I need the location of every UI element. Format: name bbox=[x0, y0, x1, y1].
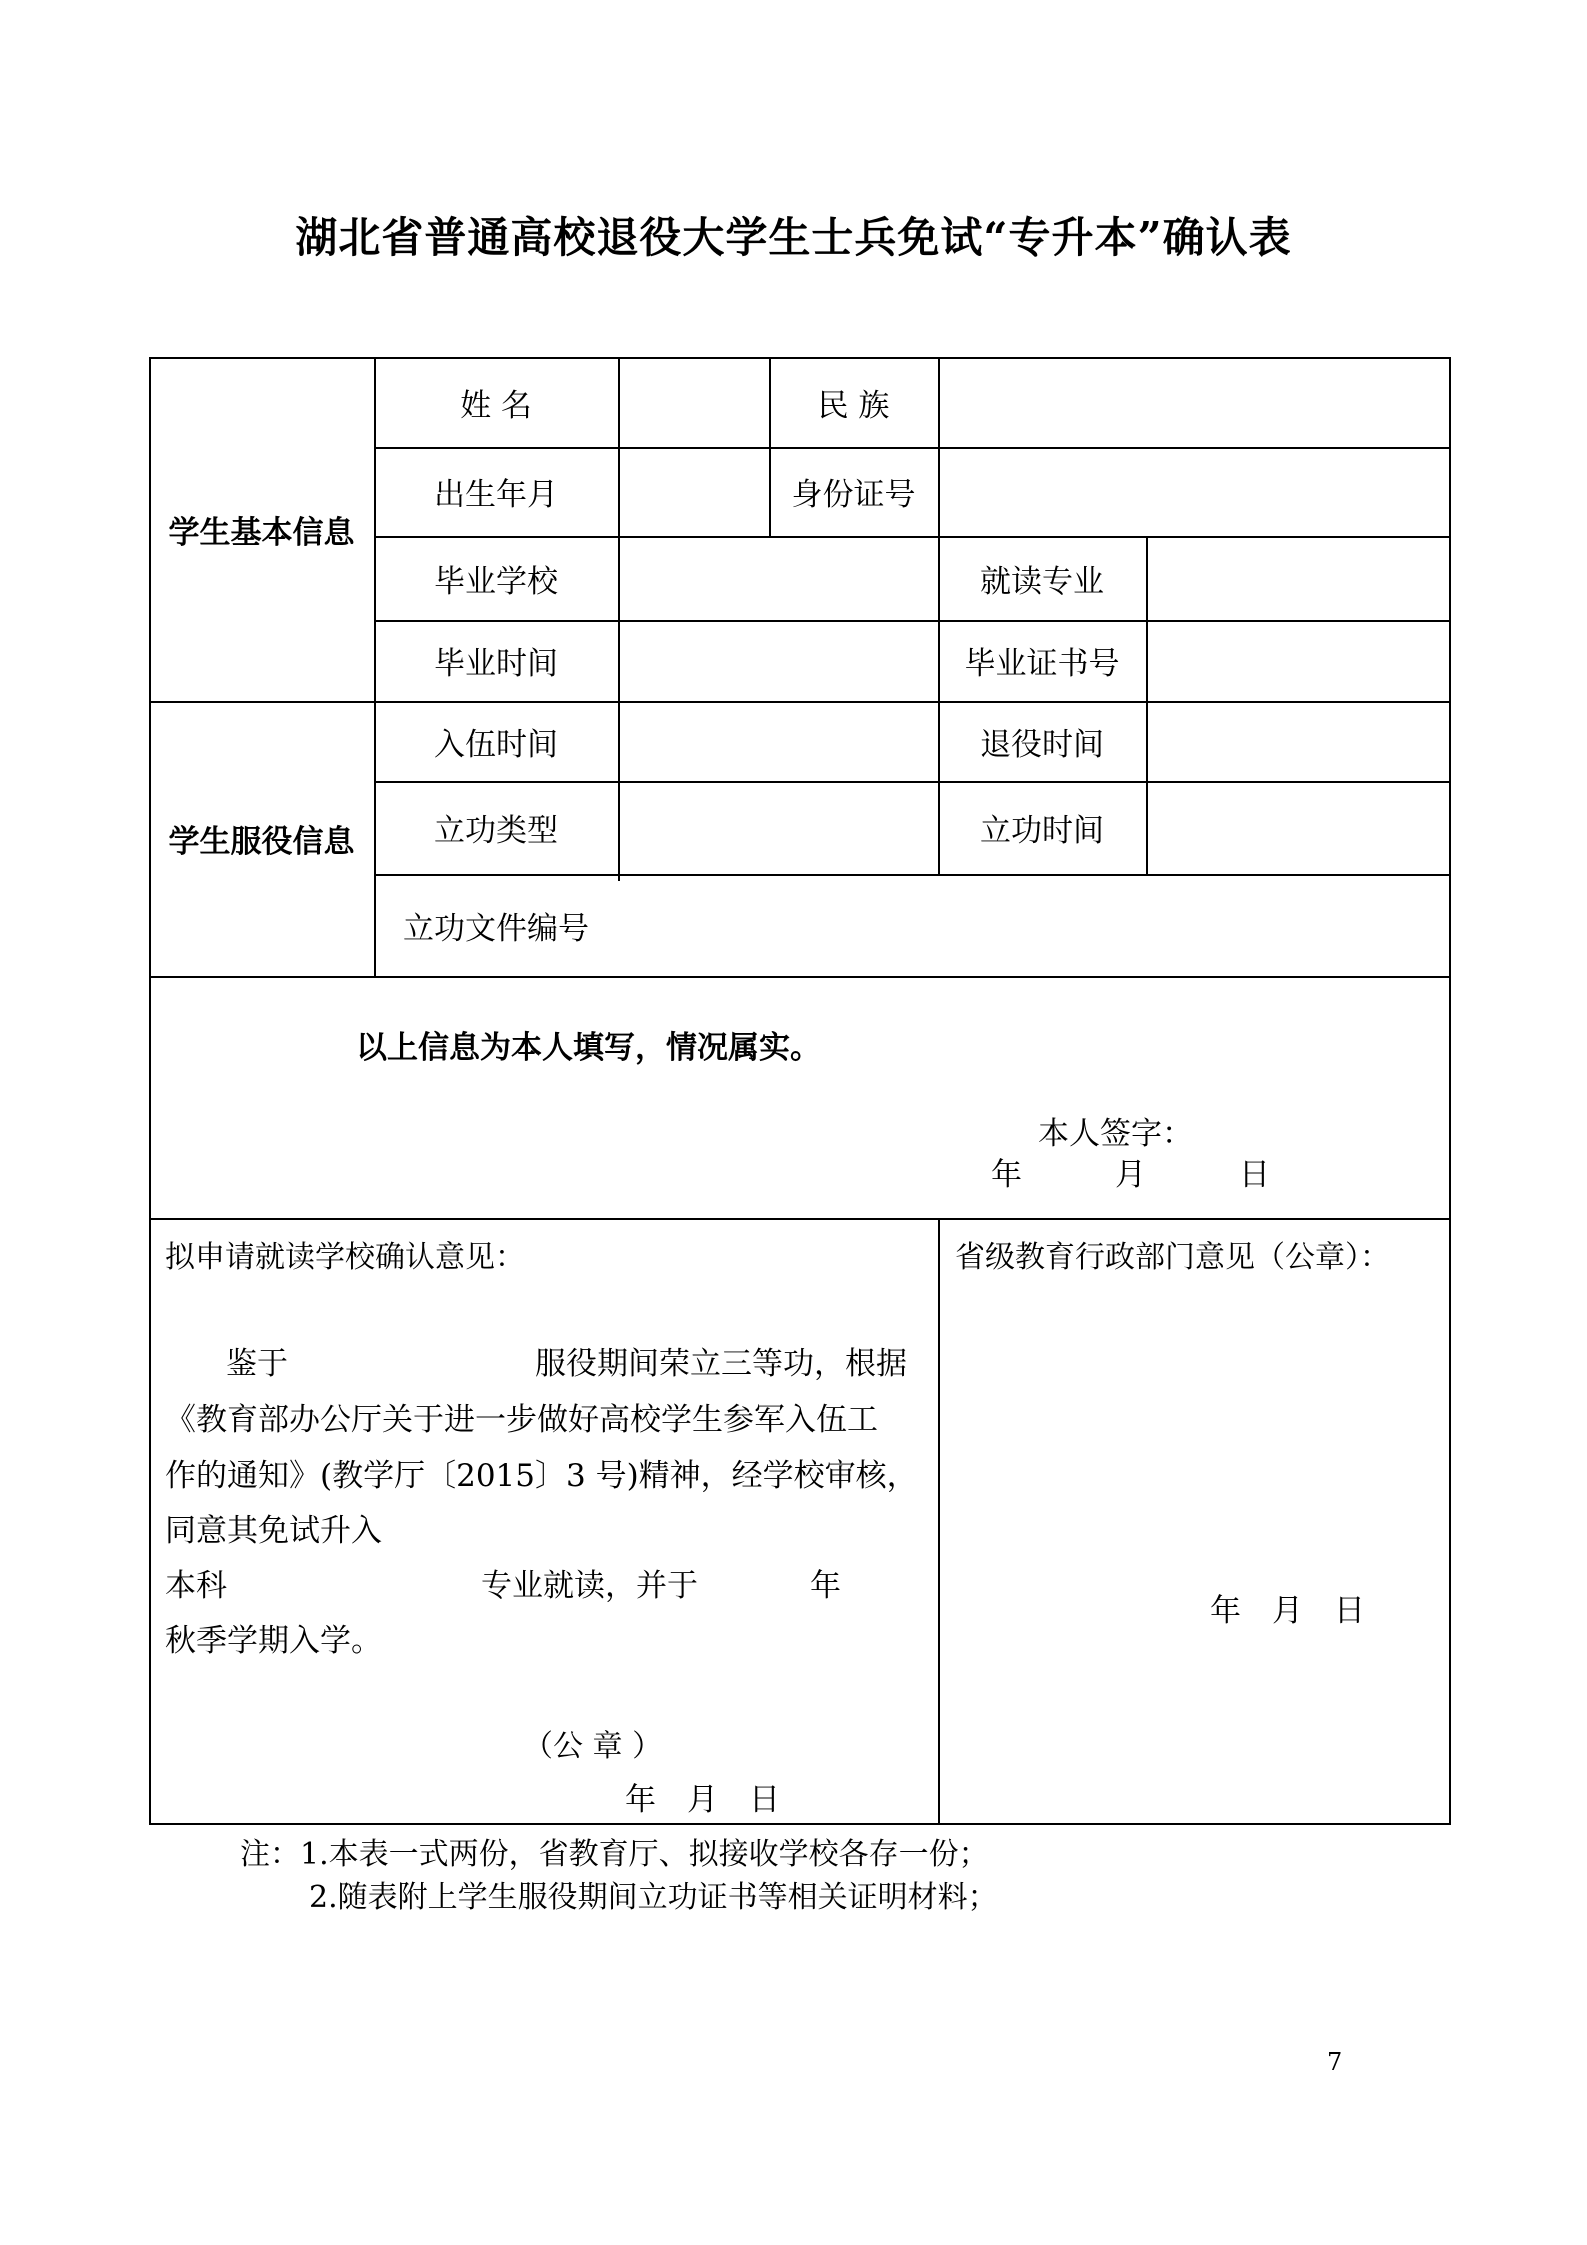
opinion-text-line: 作的通知》(教学厅〔2015〕3 号)精神，经学校审核， bbox=[165, 1458, 918, 1494]
opinion-text-line: 秋季学期入学。 bbox=[165, 1623, 382, 1659]
signature-label: 本人签字： bbox=[1038, 1116, 1193, 1152]
label-school: 毕业学校 bbox=[434, 563, 558, 600]
label-ethnicity: 民 族 bbox=[817, 387, 890, 424]
label-grad-time: 毕业时间 bbox=[434, 646, 558, 682]
major-field[interactable] bbox=[1148, 538, 1449, 620]
school-field[interactable] bbox=[620, 538, 938, 620]
label-merit-type: 立功类型 bbox=[434, 813, 558, 849]
enlist-time-field[interactable] bbox=[620, 703, 938, 781]
opinion-text-line: 本科 bbox=[165, 1568, 227, 1604]
label-cert-no: 毕业证书号 bbox=[964, 646, 1120, 682]
page-title: 湖北省普通高校退役大学生士兵免试“专升本”确认表 bbox=[295, 213, 1292, 262]
note-1: 注：1.本表一式两份，省教育厅、拟接收学校各存一份； bbox=[240, 1837, 989, 1872]
merit-type-field[interactable] bbox=[620, 783, 938, 874]
merit-time-field[interactable] bbox=[1148, 783, 1449, 874]
opinion-text-line: 同意其免试升入 bbox=[165, 1513, 382, 1549]
school-seal-label: （公 章 ） bbox=[523, 1729, 663, 1764]
label-enlist-time: 入伍时间 bbox=[434, 726, 558, 763]
label-merit-time: 立功时间 bbox=[980, 813, 1104, 849]
label-merit-doc-no: 立功文件编号 bbox=[403, 910, 589, 947]
grad-time-field[interactable] bbox=[620, 622, 938, 701]
birth-field[interactable] bbox=[620, 449, 769, 536]
label-discharge-time: 退役时间 bbox=[980, 726, 1104, 763]
id-number-field[interactable] bbox=[940, 449, 1449, 536]
section-service-info: 学生服役信息 bbox=[168, 824, 355, 860]
table-border-bottom bbox=[149, 1823, 1449, 1825]
opinion-text-line: 服役期间荣立三等功，根据 bbox=[535, 1346, 907, 1382]
opinion-text-line: 年 bbox=[810, 1568, 841, 1604]
province-opinion-heading: 省级教育行政部门意见（公章）： bbox=[955, 1240, 1390, 1275]
opinion-text-line: 《教育部办公厅关于进一步做好高校学生参军入伍工 bbox=[165, 1402, 878, 1438]
section-divider bbox=[149, 976, 1449, 978]
label-name: 姓 名 bbox=[460, 387, 532, 424]
table-border-right bbox=[1449, 357, 1451, 1825]
col-divider bbox=[938, 1218, 940, 1825]
declaration-date: 年 月 日 bbox=[991, 1157, 1270, 1193]
student-name-blank[interactable] bbox=[296, 1332, 526, 1376]
section-basic-info: 学生基本信息 bbox=[168, 514, 355, 551]
signature-field[interactable] bbox=[1190, 1100, 1430, 1144]
section-divider bbox=[149, 1218, 1449, 1220]
page-number: 7 bbox=[1327, 2048, 1343, 2076]
province-opinion-date: 年 月 日 bbox=[1210, 1593, 1365, 1629]
label-major: 就读专业 bbox=[980, 563, 1104, 600]
opinion-text-line: 专业就读，并于 bbox=[481, 1568, 698, 1604]
opinion-text-line: 鉴于 bbox=[226, 1346, 288, 1382]
merit-doc-no-field[interactable] bbox=[620, 876, 1449, 976]
ethnicity-field[interactable] bbox=[940, 359, 1449, 447]
label-birth: 出生年月 bbox=[434, 477, 558, 513]
declaration-statement: 以上信息为本人填写，情况属实。 bbox=[356, 1030, 821, 1066]
note-2: 2.随表附上学生服役期间立功证书等相关证明材料； bbox=[309, 1880, 998, 1915]
school-opinion-date: 年 月 日 bbox=[625, 1782, 780, 1818]
discharge-time-field[interactable] bbox=[1148, 703, 1449, 781]
major-blank[interactable] bbox=[240, 1554, 470, 1598]
cert-no-field[interactable] bbox=[1148, 622, 1449, 701]
year-blank[interactable] bbox=[708, 1554, 804, 1598]
school-opinion-heading: 拟申请就读学校确认意见： bbox=[165, 1240, 525, 1275]
label-id-number: 身份证号 bbox=[791, 477, 916, 513]
name-field[interactable] bbox=[620, 359, 769, 447]
